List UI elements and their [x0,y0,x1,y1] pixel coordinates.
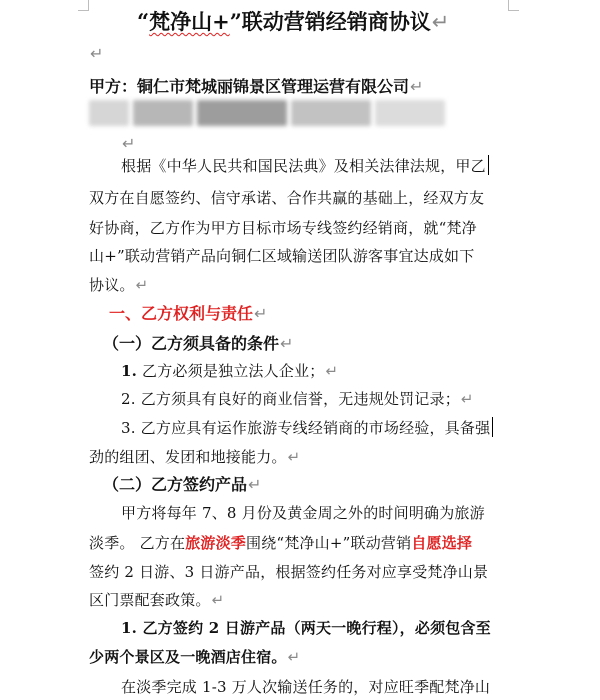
sub-1-text: （一）乙方须具备的条件 [103,334,280,353]
section-1-text: 一、乙方权利与责任 [109,304,254,323]
paragraph-2-line-4 [89,589,224,610]
title-product-name: 梵净山+ [149,9,230,34]
intro-line-4: 山+”联动营销产品向铜仁区域输送团队游客事宜达成如下 [89,247,475,265]
paragraph-mark-icon: ↵ [410,77,424,96]
paragraph-mark-icon: ↵ [431,10,450,34]
condition-3-line-1 [121,417,493,438]
paragraph-mark-icon: ↵ [248,475,262,494]
condition-text: 3. 乙方应具有运作旅游专线经销商的市场经验，具备强 [121,419,491,437]
condition-text: 乙方须具有良好的商业信誉，无违规处罚记录； [140,390,460,408]
bullet-1-line-1: 1. 乙方签约 2 日游产品（两天一晚行程），必须包含至 [121,619,491,637]
p2-text: 淡季。 [89,534,135,552]
page-corner-right [508,0,519,11]
paragraph-mark-icon: ↵ [325,362,339,380]
paragraph-mark-icon: ↵ [135,276,149,294]
condition-3-line-2 [89,446,300,467]
redacted-party-b [89,98,449,126]
intro-line-2: 双方在自愿签约、信守承诺、合作共赢的基础上，经双方友 [89,189,485,207]
intro-line-1 [121,155,489,176]
empty-paragraph [89,44,103,63]
p2-highlight-off-season: 旅游淡季 [185,534,246,552]
intro-text: 根据《中华人民共和国民法典》及相关法律法规，甲乙 [121,157,486,175]
paragraph-2-line-3: 签约 2 日游、3 日游产品，根据签约任务对应享受梵净山景 [89,563,489,581]
condition-number: 2. [121,390,136,408]
paragraph-mark-icon: ↵ [90,44,104,63]
condition-2 [121,388,474,409]
p2-text: 区门票配套政策。 [89,591,211,609]
paragraph-mark-icon: ↵ [122,134,136,153]
text-cursor [488,155,489,175]
title-rest: ”联动营销经销商协议 [229,9,431,34]
intro-line-3: 好协商，乙方作为甲方目标市场专线签约经销商，就“梵净 [89,219,477,237]
paragraph-2-line-2 [89,532,472,553]
last-line: 在淡季完成 1-3 万人次输送任务的，对应旺季配梵净山 [121,678,491,696]
intro-text: 协议。 [89,276,135,294]
text-cursor [492,417,493,437]
empty-paragraph [121,134,135,153]
section-1-title [109,301,267,324]
p2-text: 围绕“梵净山+”联动营销 [246,534,412,552]
condition-text: 乙方必须是独立法人企业； [142,362,325,380]
condition-1 [121,360,338,381]
party-a [89,74,423,97]
bullet-text: 少两个景区及一晚酒店住宿。 [89,648,287,666]
condition-number: 1. [121,362,138,380]
sub-1-title [103,331,293,354]
intro-line-5 [89,274,148,295]
sub-2-title [103,472,261,495]
p2-highlight-voluntary: 自愿选择 [411,534,473,552]
paragraph-mark-icon: ↵ [460,390,474,408]
paragraph-mark-icon: ↵ [287,448,301,466]
paragraph-mark-icon: ↵ [254,304,268,323]
p2-text: 乙方在 [139,534,186,552]
paragraph-mark-icon: ↵ [287,648,301,666]
paragraph-mark-icon: ↵ [211,591,225,609]
document-title [137,6,449,36]
bullet-1-line-2 [89,646,300,667]
paragraph-mark-icon: ↵ [280,334,294,353]
page-corner-left [78,0,89,11]
sub-2-text: （二）乙方签约产品 [103,475,248,494]
title-open-quote: “ [137,9,150,34]
paragraph-2-line-1: 甲方将每年 7、8 月份及黄金周之外的时间明确为旅游 [121,504,485,522]
condition-text: 劲的组团、发团和地接能力。 [89,448,287,466]
party-a-text: 甲方：铜仁市梵城丽锦景区管理运营有限公司 [89,77,410,96]
